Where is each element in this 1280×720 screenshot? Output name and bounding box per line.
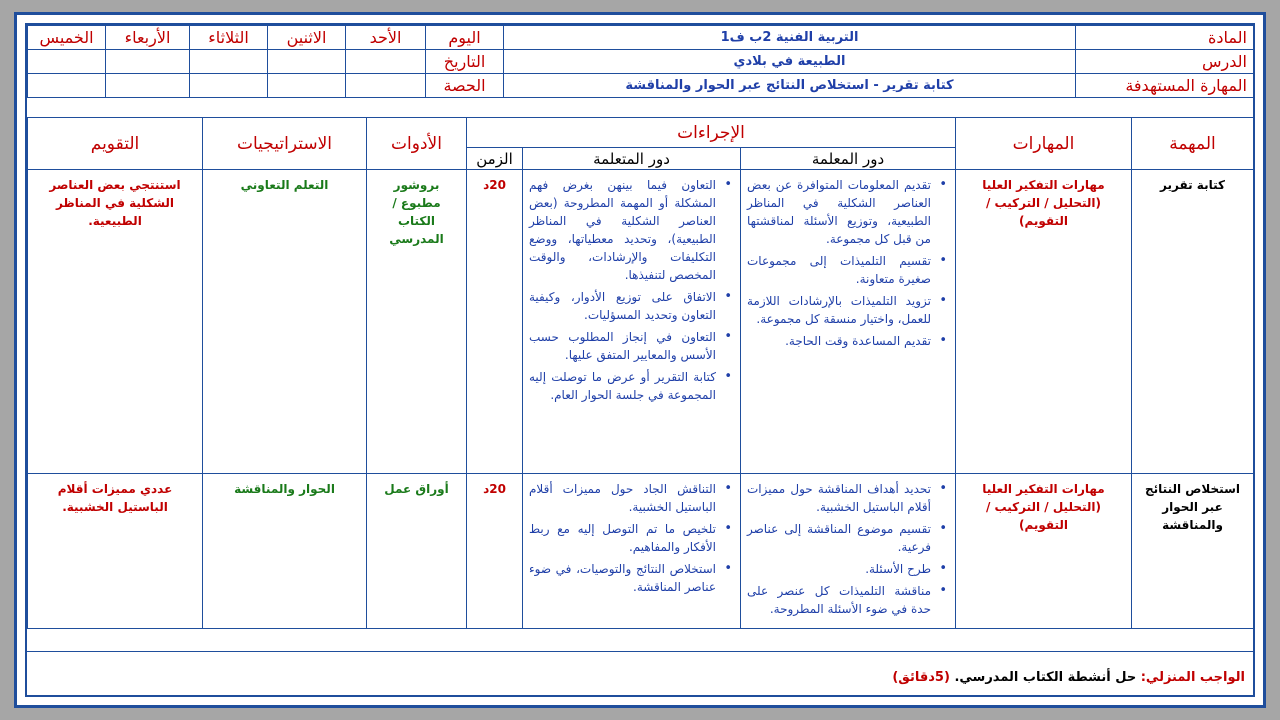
col-student-role: دور المتعلمة [523,148,741,170]
col-procedures: الإجراءات [467,118,956,148]
list-item: • تقسيم التلميذات إلى مجموعات صغيرة متعاونة. [747,252,949,288]
skills-cell: مهارات التفكير العليا (التحليل / التركيب / التقويم) [956,474,1132,629]
list-item: • تقسيم موضوع المناقشة إلى عناصر فرعية. [747,520,949,556]
skill-label: المهارة المستهدفة [1076,74,1254,98]
strategy-cell: التعلم التعاوني [203,170,367,474]
subject-value: التربية الفنية 2ب ف1 [504,26,1076,50]
subject-label: المادة [1076,26,1254,50]
day-label: اليوم [426,26,504,50]
table-row [28,474,1254,629]
list-item: • التعاون في إنجاز المطلوب حسب الأسس والمعايير المتفق عليها. [529,328,734,364]
date-label: التاريخ [426,50,504,74]
list-item: • التناقش الجاد حول مميزات أقلام الباستيل الخشبية. [529,480,734,516]
period-label: الحصة [426,74,504,98]
period-cell-tuesday [190,74,268,98]
col-tools: الأدوات [367,118,467,170]
date-cell-monday [268,50,346,74]
day-sunday: الأحد [346,26,426,50]
list-item: • مناقشة التلميذات كل عنصر على حدة في ضوء الأسئلة المطروحة. [747,582,949,618]
lesson-value: الطبيعة في بلادي [504,50,1076,74]
day-monday: الاثنين [268,26,346,50]
col-evaluation: التقويم [28,118,203,170]
table-row [28,170,1254,474]
student-role-cell [523,170,741,474]
day-thursday: الخميس [28,26,106,50]
evaluation-cell: استنتجي بعض العناصر الشكلية في المناظر الطبيعية. [28,170,203,474]
col-teacher-role: دور المعلمة [741,148,956,170]
lesson-plan-sheet [14,12,1266,708]
period-cell-thursday [28,74,106,98]
list-item: • كتابة التقرير أو عرض ما توصلت إليه المجموعة في جلسة الحوار العام. [529,368,734,404]
list-item: • استخلاص النتائج والتوصيات، في ضوء عناصر المناقشة. [529,560,734,596]
day-tuesday: الثلاثاء [190,26,268,50]
task-cell: كتابة تقرير [1132,170,1254,474]
list-item: • تلخيص ما تم التوصل إليه مع ربط الأفكار والمفاهيم. [529,520,734,556]
period-cell-sunday [346,74,426,98]
col-strategies: الاستراتيجيات [203,118,367,170]
teacher-role-cell [741,474,956,629]
lesson-label: الدرس [1076,50,1254,74]
skills-cell: مهارات التفكير العليا (التحليل / التركيب / التقويم) [956,170,1132,474]
time-cell: 20د [467,474,523,629]
col-skills: المهارات [956,118,1132,170]
period-cell-wednesday [106,74,190,98]
student-role-cell [523,474,741,629]
list-item: • الاتفاق على توزيع الأدوار، وكيفية التعاون وتحديد المسؤليات. [529,288,734,324]
col-task: المهمة [1132,118,1254,170]
tools-cell: بروشور مطبوع / الكتاب المدرسي [367,170,467,474]
list-item: • تقديم المساعدة وقت الحاجة. [747,332,949,350]
homework-line [27,651,1253,695]
list-item: • طرح الأسئلة. [747,560,949,578]
list-item: • التعاون فيما بينهن بغرض فهم المشكلة أو المهمة المطروحة (بعض العناصر الشكلية في المناظر الطبيعية)، وتحديد معطياتها، ووضع التكليفات والإرشادات، والوقت المخصص لتنفيذها. [529,176,734,284]
day-wednesday: الأربعاء [106,26,190,50]
date-cell-thursday [28,50,106,74]
evaluation-cell: عددي مميزات أقلام الباستيل الخشبية. [28,474,203,629]
col-time: الزمن [467,148,523,170]
list-item: • تزويد التلميذات بالإرشادات اللازمة للعمل، واختيار منسقة كل مجموعة. [747,292,949,328]
header-table [27,25,1254,98]
date-cell-tuesday [190,50,268,74]
date-cell-wednesday [106,50,190,74]
date-cell-sunday [346,50,426,74]
skill-value: كتابة تقرير - استخلاص النتائج عبر الحوار والمناقشة [504,74,1076,98]
list-item: • تحديد أهداف المناقشة حول مميزات أقلام الباستيل الخشبية. [747,480,949,516]
lesson-plan-frame [25,23,1255,697]
tools-cell: أوراق عمل [367,474,467,629]
task-cell: استخلاص النتائج عبر الحوار والمناقشة [1132,474,1254,629]
homework-text: حل أنشطة الكتاب المدرسي. [954,670,1137,685]
teacher-role-cell [741,170,956,474]
homework-label: الواجب المنزلي: [1140,670,1245,685]
list-item: • تقديم المعلومات المتوافرة عن بعض العناصر الشكلية في المناظر الطبيعية، وتوزيع الأسئلة لمناقشتها من قبل كل مجموعة. [747,176,949,248]
period-cell-monday [268,74,346,98]
procedures-table [27,117,1254,629]
homework-time: (5دقائق) [892,670,950,685]
strategy-cell: الحوار والمناقشة [203,474,367,629]
time-cell: 20د [467,170,523,474]
